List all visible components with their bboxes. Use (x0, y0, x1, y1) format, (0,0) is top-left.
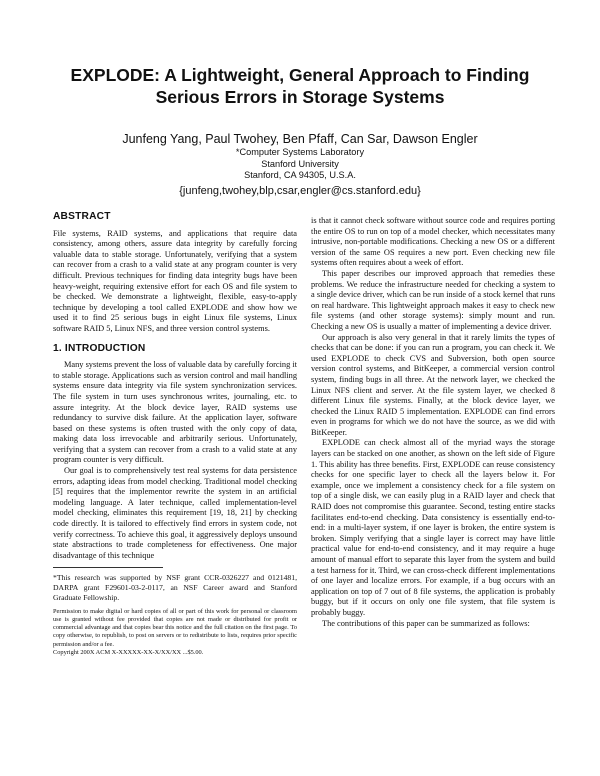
permission-notice: Permission to make digital or hard copies of all or part of this work for personal or classroom use is granted without fee provided that copies are not made or distributed for profit or commercial advantage and that copies bear this notice and the full citation on the first page. To copy otherwise, to republish, to post on servers or to redistribute to lists, requires prior specific permission and/or a fee. (53, 608, 297, 648)
introduction-heading: 1. INTRODUCTION (53, 342, 146, 354)
right-column (311, 216, 555, 629)
copyright-notice: Copyright 200X ACM X-XXXXX-XX-X/XX/XX ...$5.00. (53, 648, 204, 656)
paper-title (0, 64, 600, 108)
body-paragraph-4: EXPLODE can check almost all of the myriad ways the storage layers can be stacked on one another, as shown on the left side of Figure 1. This ability has three benefits. First, EXPLODE can reuse consistency checks for one specific layer to check all the layers below it. For example, once we implement a consistency check for a file system on top of a single disk, we can easily plug in a RAID layer and check that RAID does not compromise this guarantee. Second, testing entire stacks facilitates end-to-end checking. Data consistency is essentially end-to-end: in a multi-layer system, if one layer is broken, the entire system is broken. Simply verifying that a single layer is correct may have little practical value for end-to-end consistency, and it may require a huge amount of manual effort to separate this layer from the system and build a test harness for it. Third, we can cross-check different implementations of one layer and localize errors. For example, if a bug occurs with an application on top of 7 out of 8 file systems, the application is probably buggy, but if it occurs on only one file system, that file system is probably buggy. (311, 438, 555, 617)
title-line-2: Serious Errors in Storage Systems (155, 87, 445, 107)
abstract-text: File systems, RAID systems, and applications that require data consistency, among others, assure data integrity by carefully forcing valuable data to stable storage. Unfortunately, verifying that a system can recover from a crash to a valid state at any program counter is very difficult. Previous techniques for finding data integrity bugs have been heavy-weight, requiring extensive effort for each OS and file system to be checked. We demonstrate a lightweight, flexible, easy-to-apply technique by developing a tool called EXPLODE and show how we used it to find 25 serious bugs in eight Linux file systems, Linux software RAID 5, Linux NFS, and three version control systems. (53, 228, 297, 333)
funding-footnote: *This research was supported by NSF grant CCR-0326227 and 0121481, DARPA grant F29601-03-2-0117, an NSF Career award and Stanford Graduate Fellowship. (53, 573, 297, 602)
intro-paragraph-2: Our goal is to comprehensively test real systems for data persistence errors, adapting ideas from model checking. Traditional model checking [5] requires that the implementor rewrite the system in an artificial modeling language. A later technique, called implementation-level model checking, eliminates this requirement [19, 18, 21] by checking code directly. It is tailored to effectively find errors in system code, not verify correctness. To achieve this goal, it aggressively deploys unsound state abstractions to trade completeness for effectiveness. One major disadvantage of this technique (53, 466, 297, 560)
body-paragraph-5: The contributions of this paper can be summarized as follows: (322, 618, 530, 628)
body-paragraph-3: Our approach is also very general in that it rarely limits the types of checks that can be done: if you can run a program, you can check it. We used EXPLODE to check CVS and Subversion, both open source version control systems, and BitKeeper, a commercial version control system, finding bugs in all three. At the network layer, we checked the Linux NFS client and server. At the file system layer, we checked 8 different Linux file systems. Finally, at the block device layer, we checked the Linux RAID 5 implementation. EXPLODE can find errors even in programs for which we do not have the source, as we did with BitKeeper. (311, 332, 555, 437)
affiliation-line-1: *Computer Systems Laboratory (235, 147, 365, 157)
title-line-1: EXPLODE: A Lightweight, General Approach to Finding (70, 65, 530, 85)
affiliation-line-2: Stanford University (261, 158, 339, 169)
footnote-divider (53, 567, 163, 568)
body-paragraph-2: This paper describes our improved approach that remedies these problems. We reduce the infrastructure needed for checking a system to a single device driver, which can be run inside of a stock kernel that runs on real hardware. This lightweight approach makes it easy to check new file systems (and other storage systems): simply mount and run. Checking a new OS is usually a matter of implementing a device driver. (311, 268, 555, 331)
body-paragraph-1: is that it cannot check software without source code and requires porting the entire OS to run on top of a model checker, which necessitates many intrusive, non-portable modifications. Checking a new OS or a different version of the same OS requires a new port. Even checking new file systems often requires about a week of effort. (311, 216, 555, 268)
intro-paragraph-1: Many systems prevent the loss of valuable data by carefully forcing it to stable storage. Applications such as version control and mail handling systems ensure data integrity via file system synchronization services. The file system in turn uses synchronous writes, journaling, etc. to assure integrity. At the block device layer, RAID systems use redundancy to survive disk failure. At the application layer, software based on these systems is often trusted with the only copy of data, making data loss irrevocable and arbitrarily serious. Unfortunately, verifying that a system can recover from a crash to a valid state at any program counter is very difficult. (53, 360, 297, 465)
abstract-heading: ABSTRACT (53, 211, 111, 222)
author-block (0, 131, 600, 198)
affiliation-line-3: Stanford, CA 94305, U.S.A. (244, 170, 356, 180)
left-column (53, 212, 297, 657)
author-names: Junfeng Yang, Paul Twohey, Ben Pfaff, Can Sar, Dawson Engler (122, 132, 478, 146)
author-emails: {junfeng,twohey,blp,csar,engler@cs.stanford.edu} (179, 184, 421, 197)
